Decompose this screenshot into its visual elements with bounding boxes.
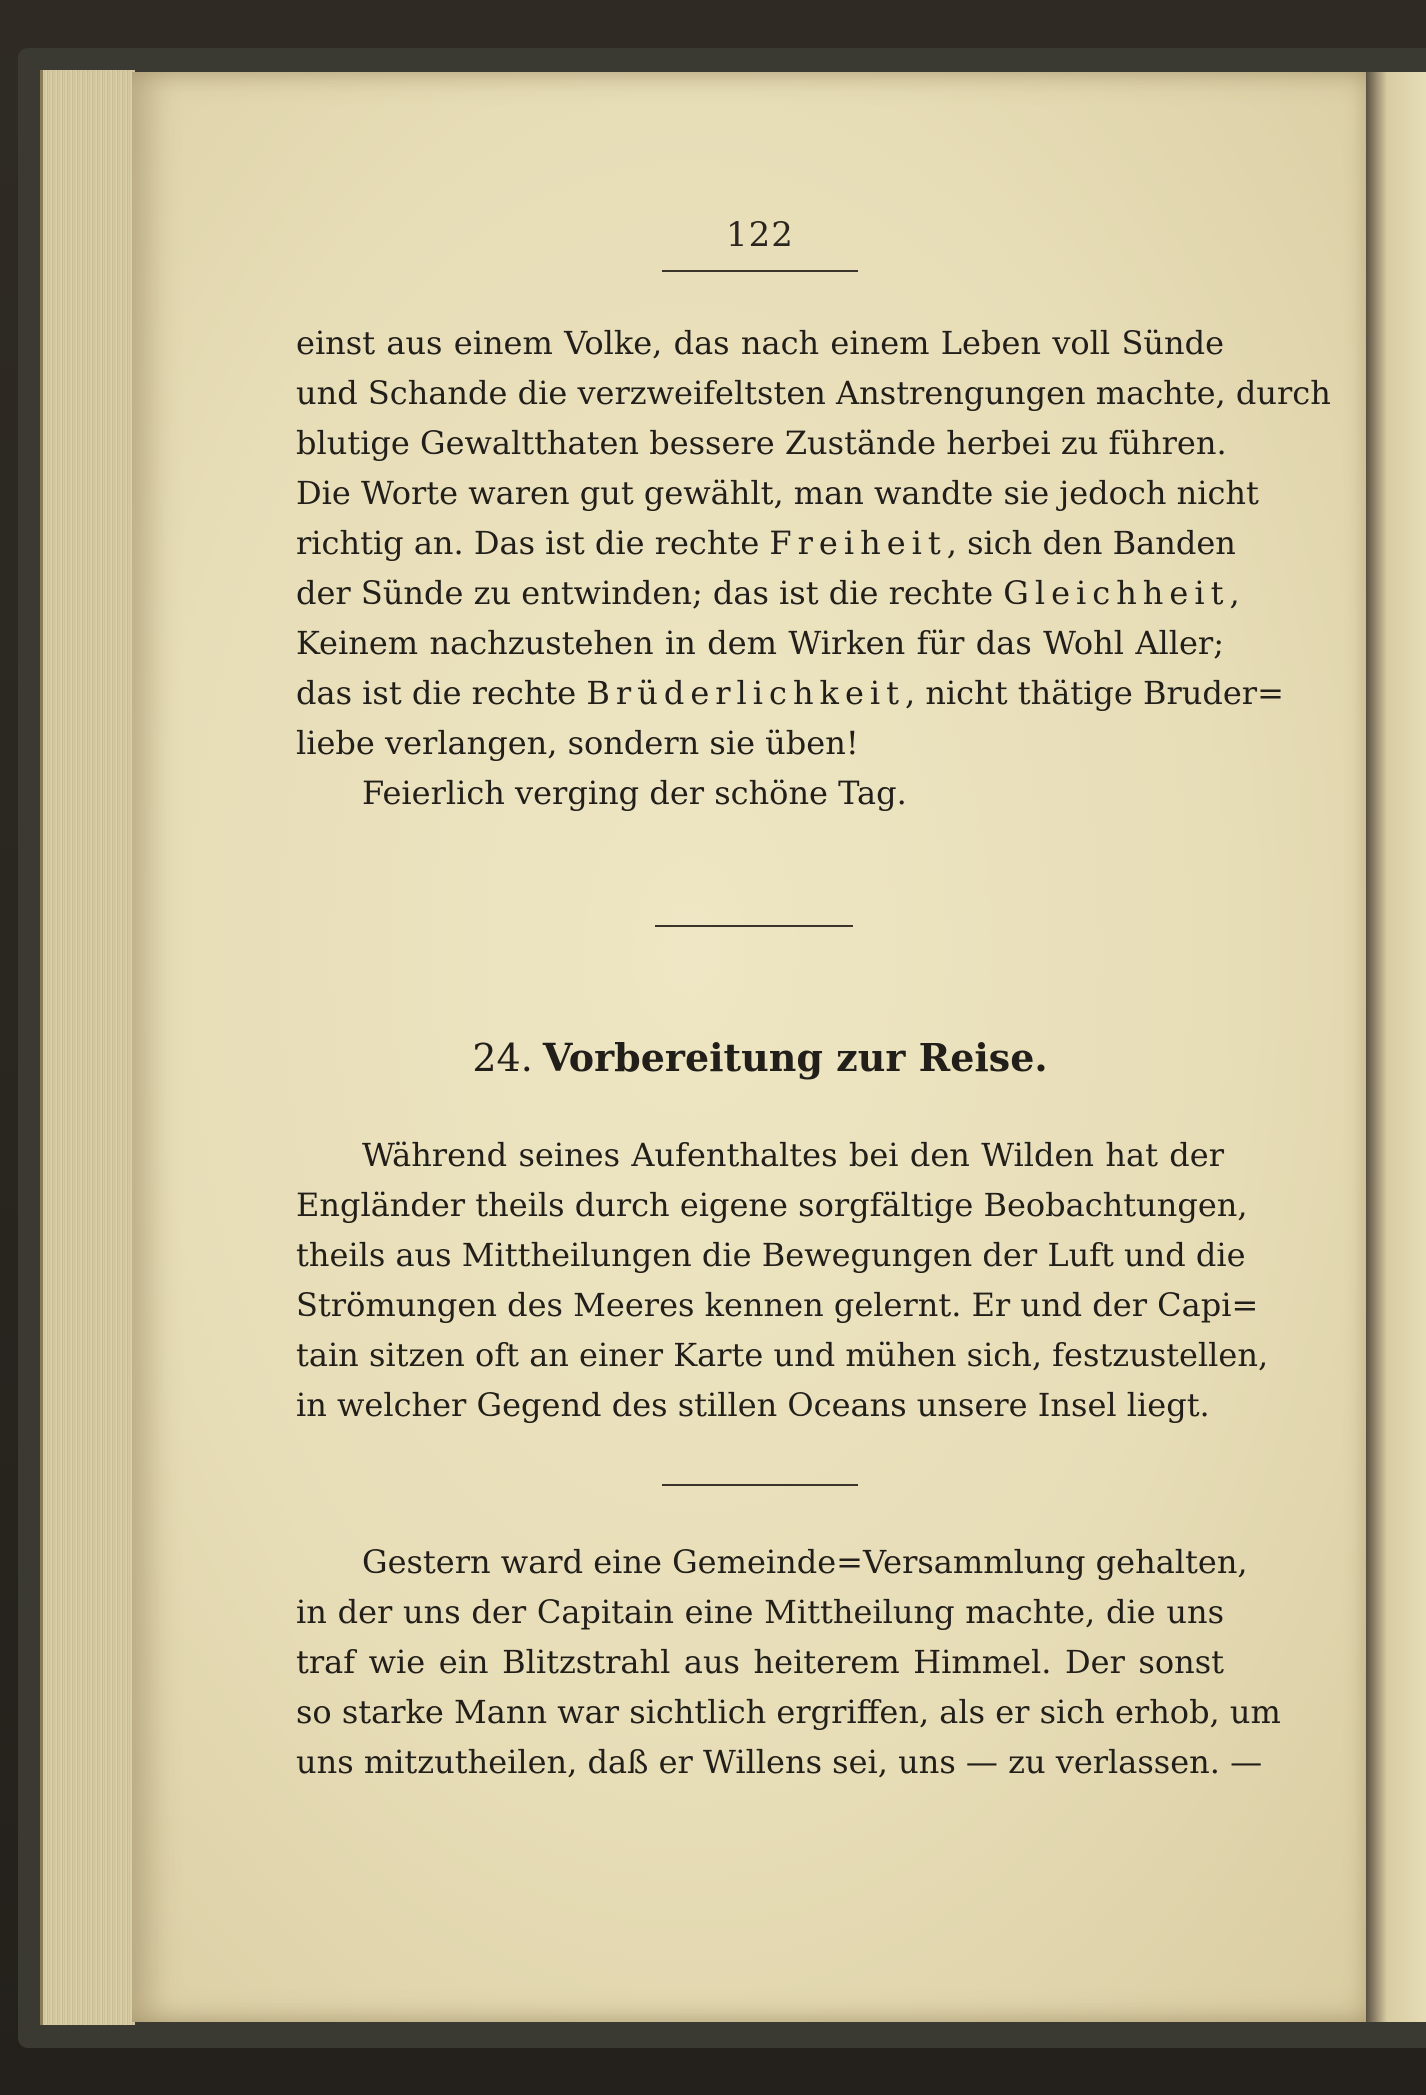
text-line: theils aus Mittheilungen die Bewegungen der Luft und die [296,1236,1246,1274]
text-line: Keinem nachzustehen in dem Wirken für das Wohl Aller; [296,624,1224,662]
text-line: Strömungen des Meeres kennen gelernt. Er und der Capi= [296,1286,1259,1324]
text-line: uns mitzutheilen, daß er Willens sei, uns — zu verlassen. — [296,1743,1263,1781]
text-line: so starke Mann war sichtlich ergriffen, als er sich erhob, um [296,1693,1281,1731]
text-line [296,568,1240,618]
facing-page-gutter [1366,72,1426,2022]
page-edges [40,70,135,2025]
text-line: Feierlich verging der schöne Tag. [362,774,907,812]
header-rule [662,270,858,272]
text-line: Gestern ward eine Gemeinde=Versammlung gehalten, [362,1543,1248,1581]
emphasis-freiheit: Freiheit [769,524,947,562]
section-divider [655,925,853,927]
text-line: Während seines Aufenthaltes bei den Wilden hat der [362,1136,1224,1174]
text-line [296,518,1236,568]
text-line: traf wie ein Blitzstrahl aus heiterem Himmel. Der sonst [296,1643,1224,1681]
text-line [296,668,1284,718]
text-span: richtig an. Das ist die rechte [296,524,770,562]
text-span: , [1229,574,1240,612]
text-line: tain sitzen oft an einer Karte und mühen sich, festzustellen, [296,1336,1269,1374]
emphasis-gleichheit: Gleichheit [1003,574,1230,612]
paragraph-section-1 [296,318,1331,818]
text-line: liebe verlangen, sondern sie üben! [296,724,859,762]
text-span: , nicht thätige Bruder= [904,674,1284,712]
paragraph-section-3 [296,1537,1281,1787]
page-number: 122 [726,215,794,255]
text-line: in welcher Gegend des stillen Oceans unsere Insel liegt. [296,1386,1210,1424]
text-span: , sich den Banden [946,524,1236,562]
chapter-title: Vorbereitung zur Reise. [542,1035,1048,1080]
text-span: das ist die rechte [296,674,587,712]
section-divider [662,1484,858,1486]
text-line: Die Worte waren gut gewählt, man wandte sie jedoch nicht [296,474,1259,512]
paragraph-section-2 [296,1130,1269,1430]
text-line: und Schande die verzweifeltsten Anstrengungen machte, durch [296,374,1331,412]
text-line: Engländer theils durch eigene sorgfältige Beobachtungen, [296,1186,1248,1224]
emphasis-bruederlichkeit: Brüderlichkeit [586,674,905,712]
text-span: der Sünde zu entwinden; das ist die rechte [296,574,1004,612]
text-line: in der uns der Capitain eine Mittheilung machte, die uns [296,1593,1224,1631]
chapter-heading [296,1035,1224,1080]
text-line: einst aus einem Volke, das nach einem Leben voll Sünde [296,324,1224,362]
text-line: blutige Gewaltthaten bessere Zustände herbei zu führen. [296,424,1227,462]
chapter-number: 24. [472,1036,533,1080]
